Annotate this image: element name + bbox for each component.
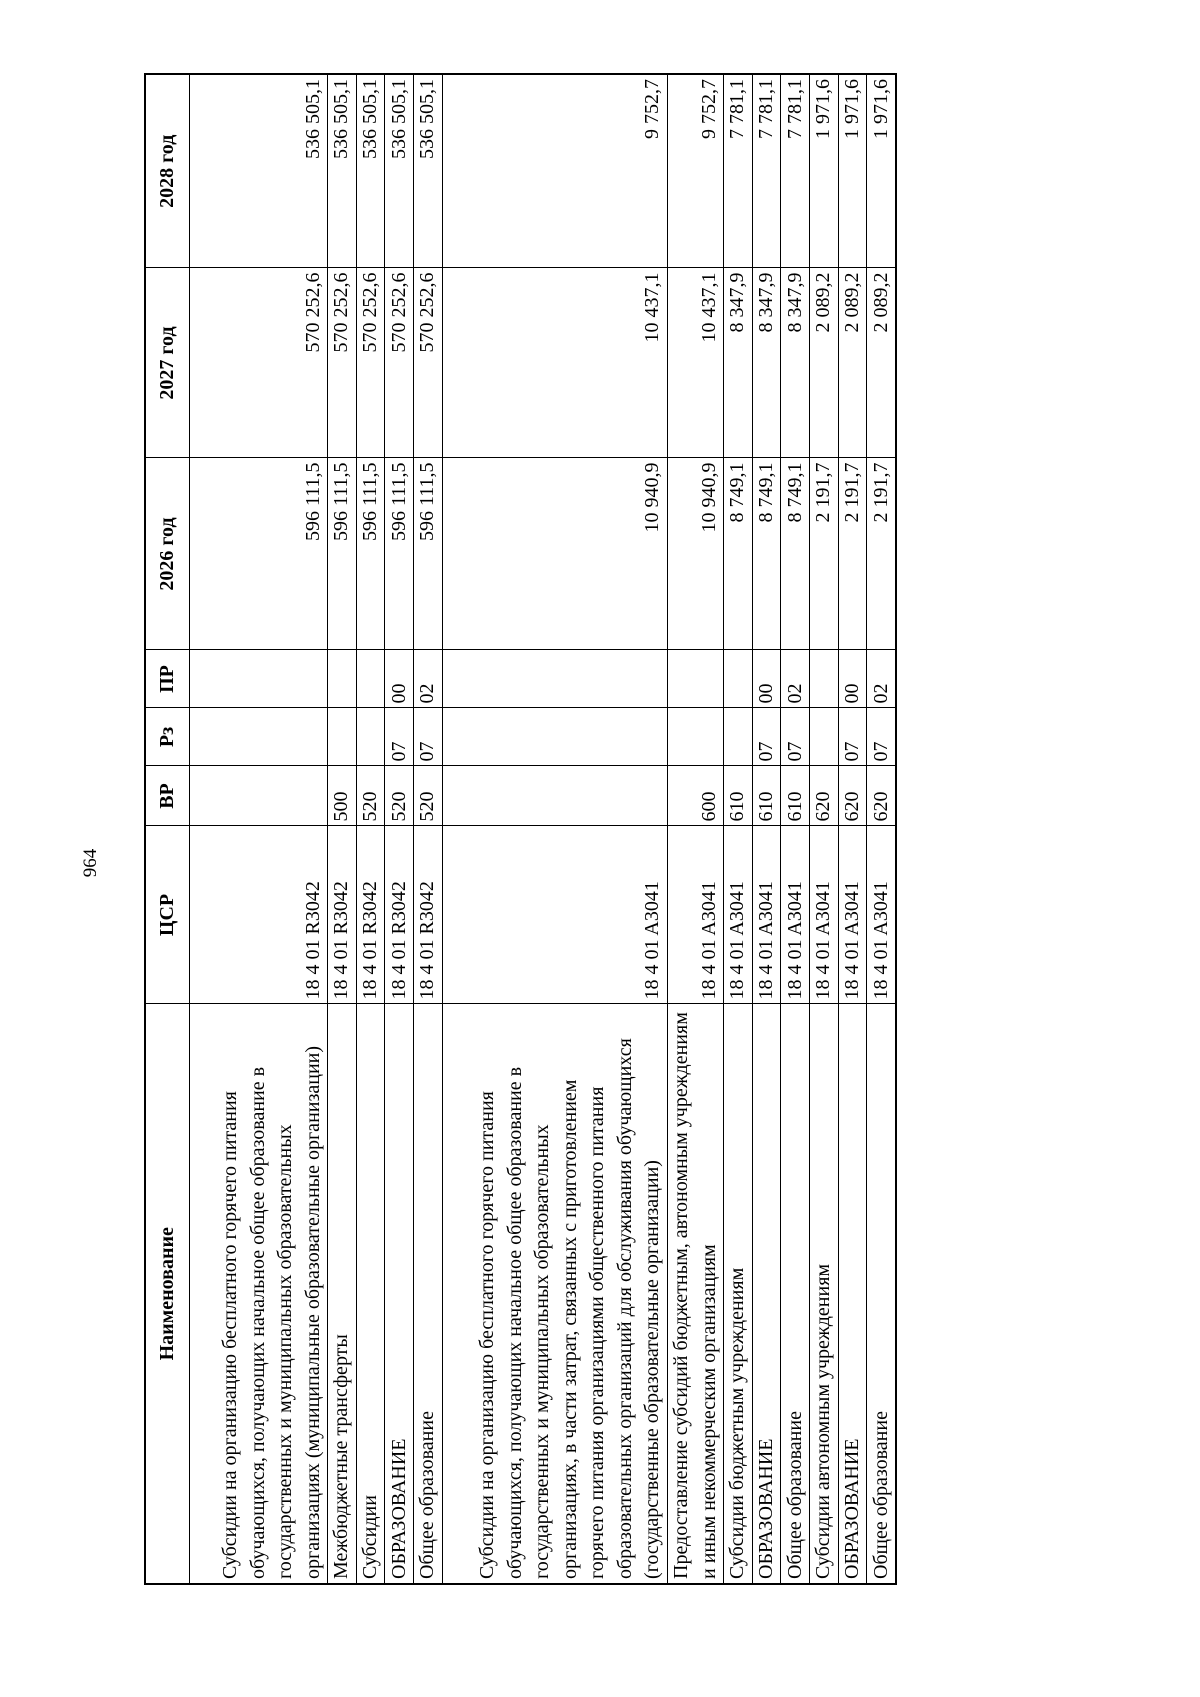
header-csr: ЦСР <box>145 826 189 1004</box>
row-rz: 07 <box>838 708 867 766</box>
row-2026: 596 111,5 <box>385 458 414 650</box>
row-name: ОБРАЗОВАНИЕ <box>752 1004 781 1584</box>
row-2026: 8 749,1 <box>752 458 781 650</box>
table-row <box>328 74 357 1584</box>
row-2026: 8 749,1 <box>781 458 810 650</box>
row-2026: 596 111,5 <box>328 458 357 650</box>
row-pr: 00 <box>385 650 414 708</box>
row-csr: 18 4 01 R3042 <box>189 826 328 1004</box>
row-2027: 570 252,6 <box>328 268 357 458</box>
row-rz <box>810 708 839 766</box>
row-rz: 07 <box>781 708 810 766</box>
row-2027: 570 252,6 <box>356 268 385 458</box>
row-vr: 610 <box>724 766 753 826</box>
row-rz: 07 <box>414 708 443 766</box>
row-2027: 570 252,6 <box>189 268 328 458</box>
row-2028: 536 505,1 <box>414 74 443 268</box>
row-pr: 02 <box>867 650 896 708</box>
table-row <box>810 74 839 1584</box>
budget-table <box>144 73 897 1585</box>
row-rz <box>328 708 357 766</box>
row-csr: 18 4 01 R3042 <box>356 826 385 1004</box>
row-2028: 7 781,1 <box>724 74 753 268</box>
header-2027: 2027 год <box>145 268 189 458</box>
row-csr: 18 4 01 A3041 <box>867 826 896 1004</box>
table-row <box>189 74 328 1584</box>
row-pr: 00 <box>752 650 781 708</box>
row-pr <box>442 650 667 708</box>
row-rz <box>356 708 385 766</box>
row-name: ОБРАЗОВАНИЕ <box>838 1004 867 1584</box>
row-vr: 600 <box>667 766 723 826</box>
row-name: Субсидии на организацию бесплатного горячего питания обучающихся, получающих начальное общее образование в государственных и муниципальных образовательных организациях, в части затрат, связанных с приготовлением горячего питания организациями общественного питания образовательных организаций для обслуживания обучающихся (государственные образовательные организации) <box>442 1004 667 1584</box>
row-2027: 10 437,1 <box>442 268 667 458</box>
row-pr <box>356 650 385 708</box>
row-vr: 520 <box>356 766 385 826</box>
row-2027: 8 347,9 <box>724 268 753 458</box>
row-name: Субсидии автономным учреждениям <box>810 1004 839 1584</box>
row-pr <box>724 650 753 708</box>
header-pr: ПР <box>145 650 189 708</box>
row-name: Общее образование <box>781 1004 810 1584</box>
row-csr: 18 4 01 R3042 <box>328 826 357 1004</box>
row-name: Предоставление субсидий бюджетным, автономным учреждениям и иным некоммерческим организациям <box>667 1004 723 1584</box>
row-csr: 18 4 01 A3041 <box>667 826 723 1004</box>
row-rz: 07 <box>752 708 781 766</box>
row-pr: 02 <box>781 650 810 708</box>
row-2027: 570 252,6 <box>414 268 443 458</box>
row-pr <box>328 650 357 708</box>
row-name: Субсидии на организацию бесплатного горячего питания обучающихся, получающих начальное общее образование в государственных и муниципальных образовательных организациях (муниципальные образовательные организации) <box>189 1004 328 1584</box>
row-name: Субсидии <box>356 1004 385 1584</box>
row-2028: 1 971,6 <box>810 74 839 268</box>
row-2026: 596 111,5 <box>414 458 443 650</box>
header-2028: 2028 год <box>145 74 189 268</box>
rotated-table-wrapper <box>144 75 897 1585</box>
row-vr: 610 <box>752 766 781 826</box>
row-2026: 596 111,5 <box>356 458 385 650</box>
row-csr: 18 4 01 A3041 <box>442 826 667 1004</box>
header-name: Наименование <box>145 1004 189 1584</box>
row-name: Межбюджетные трансферты <box>328 1004 357 1584</box>
row-vr: 520 <box>414 766 443 826</box>
table-row <box>414 74 443 1584</box>
row-name: Общее образование <box>414 1004 443 1584</box>
table-row <box>385 74 414 1584</box>
row-name: ОБРАЗОВАНИЕ <box>385 1004 414 1584</box>
row-vr <box>189 766 328 826</box>
row-rz <box>442 708 667 766</box>
row-2026: 2 191,7 <box>838 458 867 650</box>
row-2026: 2 191,7 <box>867 458 896 650</box>
row-2028: 536 505,1 <box>385 74 414 268</box>
row-2027: 2 089,2 <box>838 268 867 458</box>
row-rz <box>667 708 723 766</box>
row-2028: 536 505,1 <box>189 74 328 268</box>
row-rz: 07 <box>867 708 896 766</box>
page-number: 964 <box>80 848 101 878</box>
row-csr: 18 4 01 A3041 <box>810 826 839 1004</box>
row-vr: 500 <box>328 766 357 826</box>
row-rz: 07 <box>385 708 414 766</box>
row-pr <box>189 650 328 708</box>
table-row <box>781 74 810 1584</box>
row-rz <box>189 708 328 766</box>
row-csr: 18 4 01 A3041 <box>724 826 753 1004</box>
row-name: Общее образование <box>867 1004 896 1584</box>
row-2026: 10 940,9 <box>442 458 667 650</box>
row-vr: 620 <box>838 766 867 826</box>
row-2027: 570 252,6 <box>385 268 414 458</box>
row-vr <box>442 766 667 826</box>
row-2027: 8 347,9 <box>781 268 810 458</box>
row-pr: 00 <box>838 650 867 708</box>
row-2028: 7 781,1 <box>752 74 781 268</box>
row-2027: 2 089,2 <box>810 268 839 458</box>
header-2026: 2026 год <box>145 458 189 650</box>
row-2026: 10 940,9 <box>667 458 723 650</box>
header-vr: ВР <box>145 766 189 826</box>
table-row <box>838 74 867 1584</box>
row-name: Субсидии бюджетным учреждениям <box>724 1004 753 1584</box>
row-csr: 18 4 01 A3041 <box>781 826 810 1004</box>
row-2026: 596 111,5 <box>189 458 328 650</box>
row-csr: 18 4 01 R3042 <box>414 826 443 1004</box>
table-row <box>356 74 385 1584</box>
row-pr <box>810 650 839 708</box>
row-rz <box>724 708 753 766</box>
header-rz: Рз <box>145 708 189 766</box>
table-row <box>867 74 896 1584</box>
row-csr: 18 4 01 A3041 <box>838 826 867 1004</box>
row-vr: 520 <box>385 766 414 826</box>
row-2027: 2 089,2 <box>867 268 896 458</box>
row-2027: 8 347,9 <box>752 268 781 458</box>
row-2028: 7 781,1 <box>781 74 810 268</box>
row-vr: 610 <box>781 766 810 826</box>
row-2028: 9 752,7 <box>667 74 723 268</box>
row-2028: 536 505,1 <box>356 74 385 268</box>
row-2028: 536 505,1 <box>328 74 357 268</box>
row-2027: 10 437,1 <box>667 268 723 458</box>
header-row <box>145 74 189 1584</box>
row-vr: 620 <box>810 766 839 826</box>
row-2028: 9 752,7 <box>442 74 667 268</box>
table-row <box>442 74 667 1584</box>
row-2028: 1 971,6 <box>867 74 896 268</box>
row-2026: 8 749,1 <box>724 458 753 650</box>
row-csr: 18 4 01 A3041 <box>752 826 781 1004</box>
row-pr <box>667 650 723 708</box>
row-pr: 02 <box>414 650 443 708</box>
table-row <box>667 74 723 1584</box>
row-2028: 1 971,6 <box>838 74 867 268</box>
row-2026: 2 191,7 <box>810 458 839 650</box>
table-row <box>752 74 781 1584</box>
row-vr: 620 <box>867 766 896 826</box>
table-row <box>724 74 753 1584</box>
row-csr: 18 4 01 R3042 <box>385 826 414 1004</box>
